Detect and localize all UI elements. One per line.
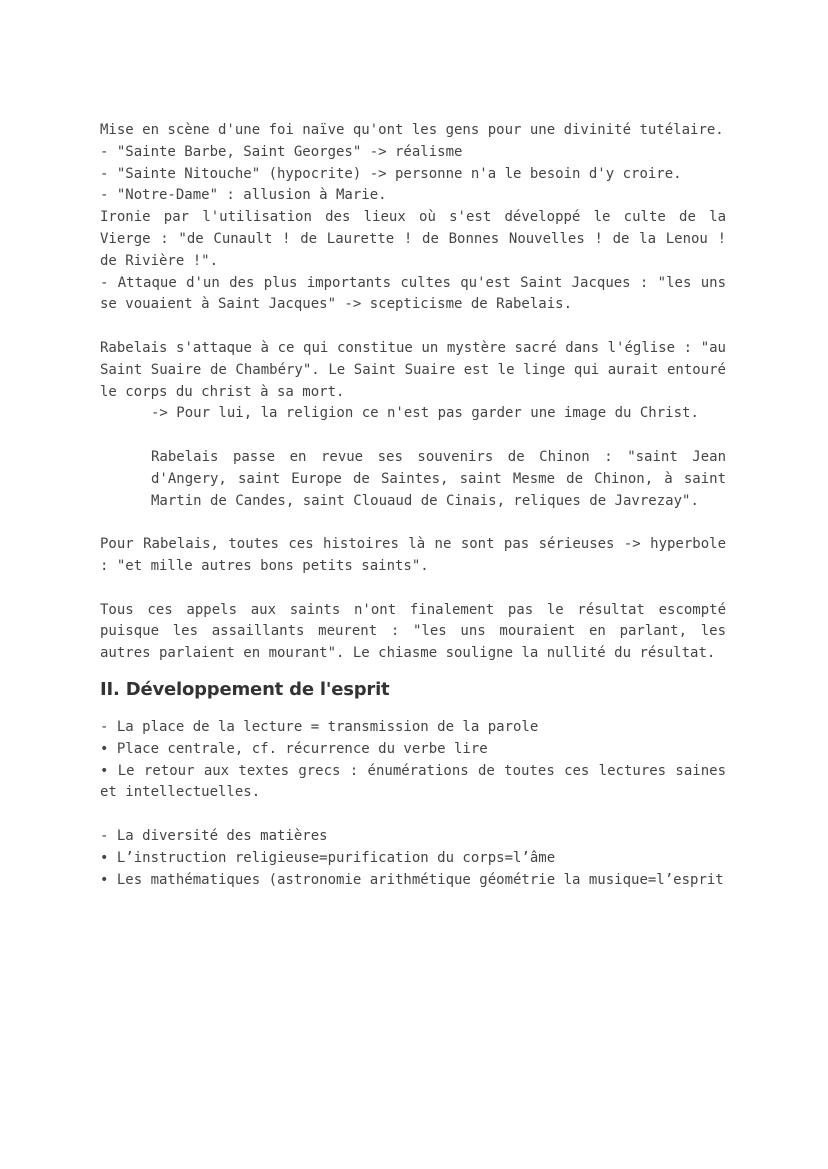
paragraph-irony-places: Ironie par l'utilisation des lieux où s'est développé le culte de la Vierge : "de Cunault ! de Laurette ! de Bonnes Nouvelles ! de la Lenou ! de Rivière !". [100, 209, 726, 269]
list-item-diversite-matieres: - La diversité des matières [100, 827, 328, 844]
list-item-place-lecture: - La place de la lecture = transmission de la parole [100, 718, 539, 735]
list-item-mathematiques: • Les mathématiques (astronomie arithmétique géométrie la musique=l’esprit [100, 871, 724, 888]
document-page [100, 120, 726, 891]
paragraph-saint-suaire: Rabelais s'attaque à ce qui constitue un mystère sacré dans l'église : "au Saint Suaire de Chambéry". Le Saint Suaire est le linge qui aurait entouré le corps du christ à sa mort. [100, 339, 726, 400]
list-item-instruction-religieuse: • L’instruction religieuse=purification du corps=l’âme [100, 849, 556, 866]
list-item-saint-jacques: - Attaque d'un des plus importants cultes qu'est Saint Jacques : "les uns se vouaient à Saint Jacques" -> scepticisme de Rabelais. [100, 274, 726, 313]
paragraph-religion-image: -> Pour lui, la religion ce n'est pas garder une image du Christ. [151, 405, 699, 422]
list-item-textes-grecs: • Le retour aux textes grecs : énumérations de toutes ces lectures saines et intellectuelles. [100, 762, 726, 801]
list-item-sainte-barbe: - "Sainte Barbe, Saint Georges" -> réalisme [100, 143, 463, 160]
spacer [100, 578, 726, 600]
spacer [100, 512, 726, 534]
section-heading-developpement: II. Développement de l'esprit [100, 678, 390, 700]
paragraph-chiasme: Tous ces appels aux saints n'ont finalement pas le résultat escompté puisque les assaillants meurent : "les uns mouraient en parlant, les autres parlaient en mourant". Le chiasme souligne la nullité du résultat. [100, 601, 726, 662]
spacer [100, 425, 726, 447]
paragraph-chinon-memories: Rabelais passe en revue ses souvenirs de Chinon : "saint Jean d'Angery, saint Europe de Saintes, saint Mesme de Chinon, à saint Martin de Candes, saint Clouaud de Cinais, reliques de Javrezay". [151, 448, 726, 509]
paragraph-naive-faith: Mise en scène d'une foi naïve qu'ont les gens pour une divinité tutélaire. [100, 122, 724, 138]
spacer [100, 804, 726, 826]
list-item-notre-dame: - "Notre-Dame" : allusion à Marie. [100, 187, 387, 204]
paragraph-hyperbole: Pour Rabelais, toutes ces histoires là ne sont pas sérieuses -> hyperbole : "et mille autres bons petits saints". [100, 536, 726, 574]
list-item-sainte-nitouche: - "Sainte Nitouche" (hypocrite) -> personne n'a le besoin d'y croire. [100, 165, 682, 182]
list-item-place-centrale: • Place centrale, cf. récurrence du verbe lire [100, 740, 488, 757]
spacer [100, 316, 726, 338]
